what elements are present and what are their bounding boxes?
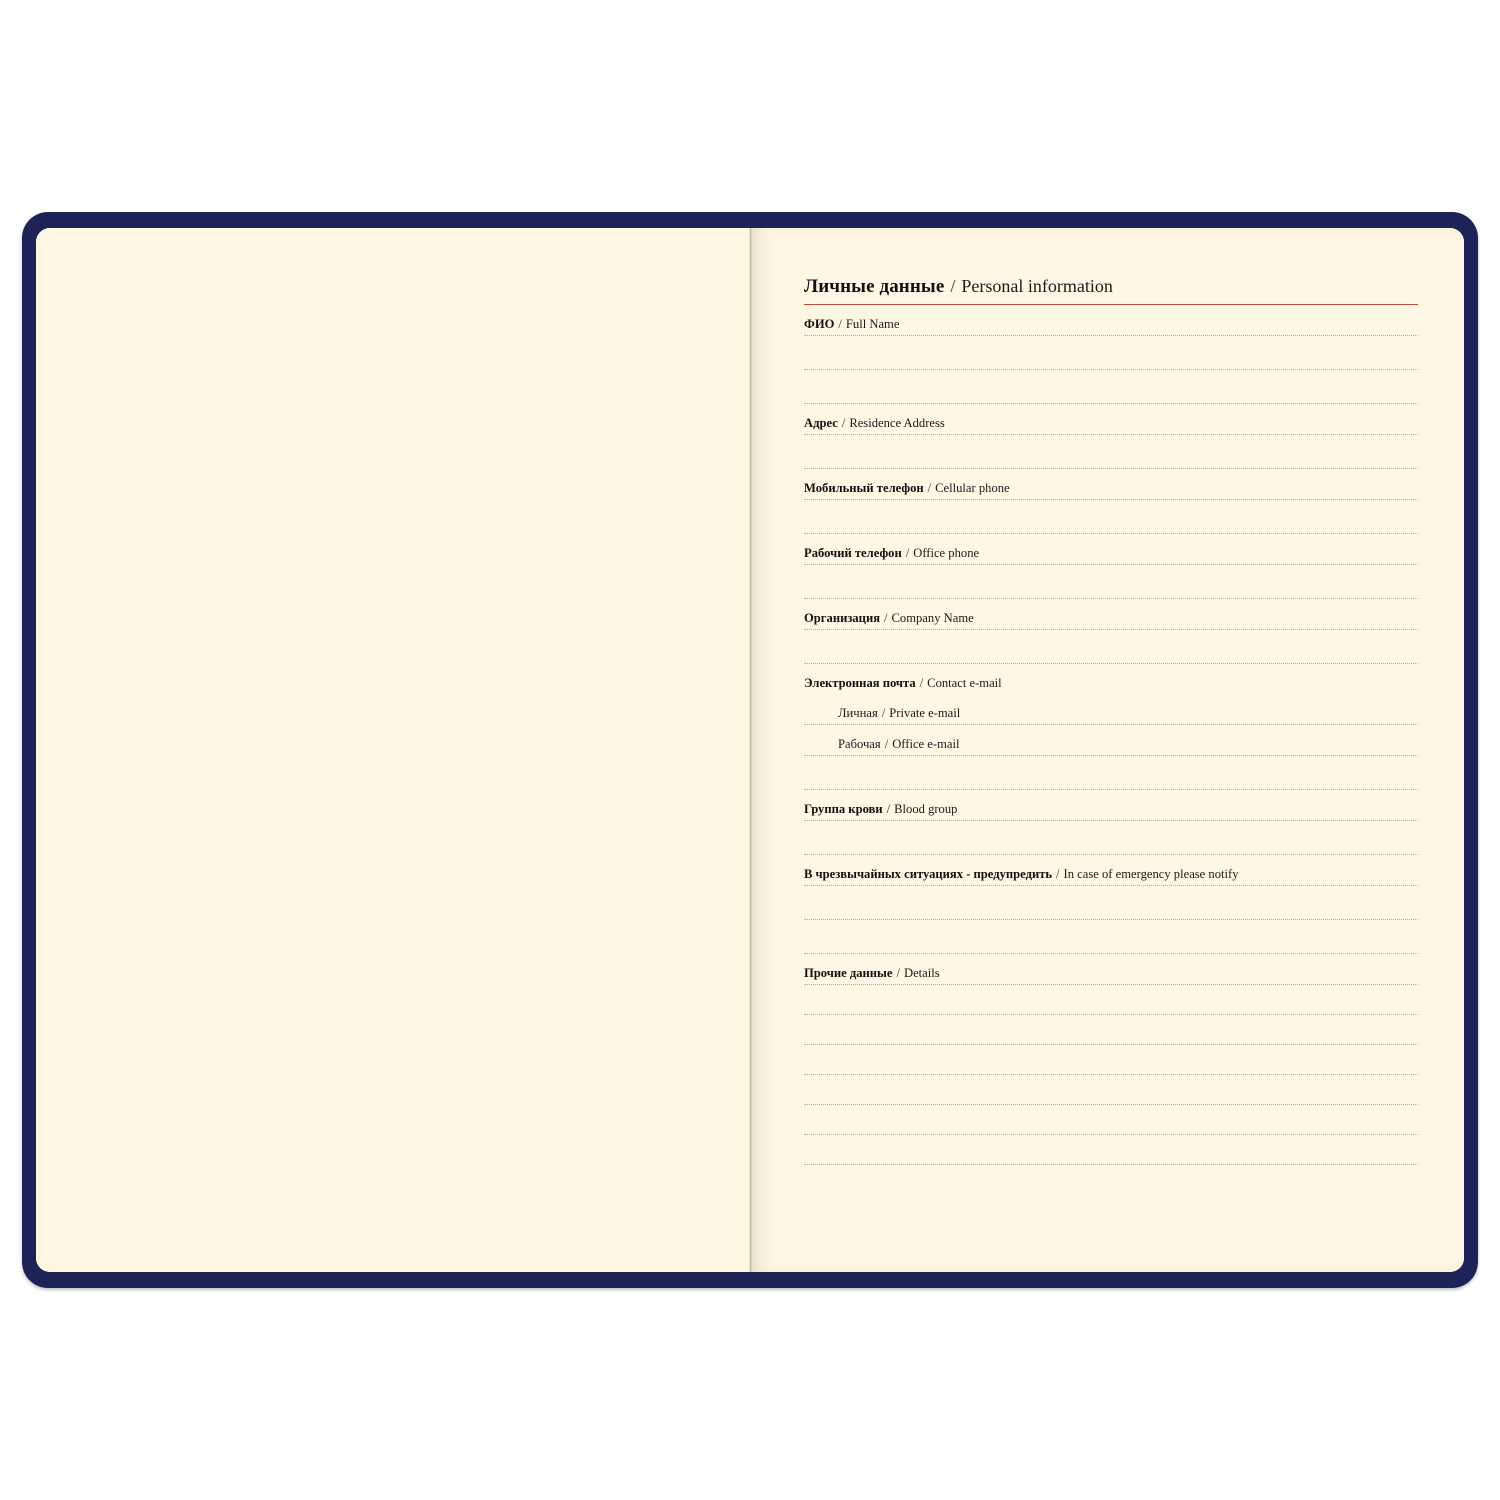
field-label-ru: Адрес bbox=[804, 416, 838, 430]
field-label-separator: / bbox=[919, 676, 924, 690]
field-label-ru: Рабочий телефон bbox=[804, 546, 902, 560]
field-label-separator: / bbox=[881, 706, 886, 720]
field-label bbox=[804, 469, 1418, 499]
right-page-personal-information bbox=[750, 228, 1464, 1272]
write-line[interactable] bbox=[804, 1164, 1418, 1165]
field-label-en: Company Name bbox=[891, 611, 974, 625]
field-label-ru: ФИО bbox=[804, 317, 835, 331]
field-label-separator: / bbox=[884, 611, 888, 625]
field-label-separator: / bbox=[927, 481, 932, 495]
field-label bbox=[804, 534, 1418, 564]
field-full-name bbox=[804, 305, 1418, 404]
field-contact-email bbox=[804, 664, 1418, 694]
personal-information-form bbox=[804, 276, 1418, 1250]
field-label-ru: Мобильный телефон bbox=[804, 481, 924, 495]
field-label-ru: Группа крови bbox=[804, 802, 883, 816]
field-label bbox=[804, 404, 1418, 434]
field-label-separator: / bbox=[884, 737, 889, 751]
field-residence-address bbox=[804, 404, 1418, 469]
field-label-separator: / bbox=[905, 546, 910, 560]
field-label-separator: / bbox=[838, 317, 842, 331]
field-office-phone bbox=[804, 534, 1418, 599]
field-details bbox=[804, 954, 1418, 1165]
left-page-blank bbox=[36, 228, 750, 1272]
field-label bbox=[804, 725, 1418, 755]
field-company-name bbox=[804, 599, 1418, 664]
page-spine bbox=[749, 228, 752, 1272]
field-label-en: Details bbox=[903, 966, 940, 980]
field-label-ru: В чрезвычайных ситуациях - предупредить bbox=[804, 867, 1053, 881]
field-label-en: In case of emergency please notify bbox=[1063, 867, 1239, 881]
notebook-pages bbox=[36, 228, 1464, 1272]
page-title-en: Personal information bbox=[961, 276, 1113, 296]
field-label-ru: Прочие данные bbox=[804, 966, 893, 980]
notebook-cover bbox=[22, 212, 1478, 1288]
field-label-en: Full Name bbox=[845, 317, 900, 331]
field-label-en: Private e-mail bbox=[889, 706, 961, 720]
field-private-email bbox=[804, 694, 1418, 725]
field-label bbox=[804, 790, 1418, 820]
field-label-en: Cellular phone bbox=[935, 481, 1010, 495]
field-emergency-notify bbox=[804, 855, 1418, 954]
page-title-separator: / bbox=[950, 276, 956, 296]
field-label-separator: / bbox=[841, 416, 846, 430]
field-label bbox=[804, 855, 1418, 885]
field-office-email bbox=[804, 725, 1418, 790]
field-label bbox=[804, 664, 1418, 694]
field-label bbox=[804, 954, 1418, 984]
field-label-en: Office e-mail bbox=[892, 737, 960, 751]
field-label-separator: / bbox=[896, 966, 900, 980]
field-cellular-phone bbox=[804, 469, 1418, 534]
field-label-separator: / bbox=[886, 802, 891, 816]
field-label bbox=[804, 694, 1418, 724]
field-label-en: Contact e-mail bbox=[927, 676, 1002, 690]
field-label-en: Blood group bbox=[894, 802, 958, 816]
field-label bbox=[804, 599, 1418, 629]
page-title bbox=[804, 276, 1418, 305]
field-label-en: Residence Address bbox=[849, 416, 945, 430]
field-label-ru: Личная bbox=[838, 706, 878, 720]
field-label-ru: Организация bbox=[804, 611, 881, 625]
page-title-ru: Личные данные bbox=[804, 276, 945, 297]
field-label bbox=[804, 305, 1418, 335]
field-label-separator: / bbox=[1056, 867, 1060, 881]
field-blood-group bbox=[804, 790, 1418, 855]
field-label-ru: Электронная почта bbox=[804, 676, 916, 690]
field-label-en: Office phone bbox=[913, 546, 980, 560]
field-label-ru: Рабочая bbox=[838, 737, 881, 751]
